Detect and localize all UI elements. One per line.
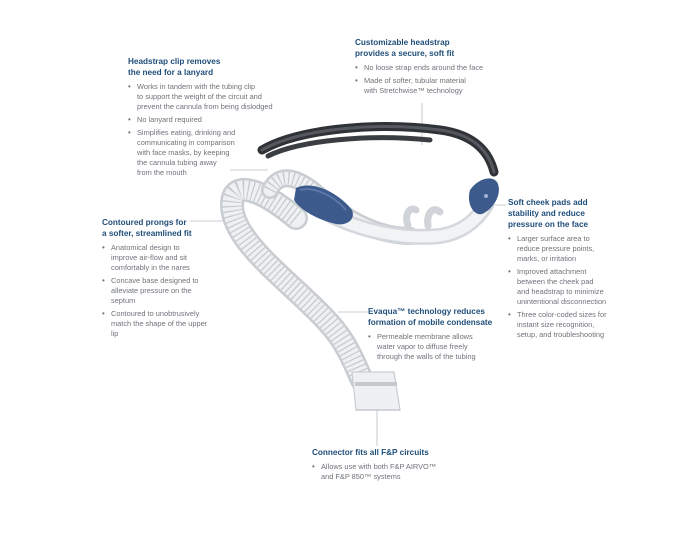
bullet-dot: • [128,115,131,124]
bullet-line: lip [111,329,119,338]
bullet-line: alleviate pressure on the [111,286,192,295]
bullet-line: Made of softer, tubular material [364,76,466,85]
heading-line: the need for a lanyard [128,68,214,77]
bullet-dot: • [368,332,371,341]
bullet-item [128,82,288,112]
bullet-item [355,76,525,96]
callout-heading [312,447,492,458]
bullet-line: water vapor to diffuse freely [377,342,468,351]
callout-headstrap-clip [128,56,288,181]
callout-prongs [102,217,237,342]
bullet-line: with face masks, by keeping [137,148,230,157]
bullet-line: Larger surface area to [517,234,590,243]
callout-heading [508,197,648,230]
heading-line: formation of mobile condensate [368,318,493,327]
callout-headstrap [355,37,525,99]
bullet-line: No loose strap ends around the face [364,63,484,72]
bullet-dot: • [355,76,358,85]
bullet-item [128,115,288,125]
bullet-line: Concave base designed to [111,276,199,285]
bullet-dot: • [508,234,511,243]
heading-line: Soft cheek pads add [508,198,588,207]
bullet-item [508,234,648,264]
bullet-dot: • [312,462,315,471]
bullet-item [368,332,538,362]
nasal-prong-right [428,210,440,226]
heading-line: Customizable headstrap [355,38,450,47]
bullet-line: marks, or irritation [517,254,577,263]
bullet-line: the cannula tubing away [137,158,217,167]
heading-line: Connector fits all F&P circuits [312,448,429,457]
bullet-line: match the shape of the upper [111,319,208,328]
bullet-line: with Stretchwise™ technology [364,86,463,95]
bullet-list [355,63,525,96]
heading-line: stability and reduce [508,209,585,218]
heading-line: Evaqua™ technology reduces [368,307,485,316]
heading-line: Contoured prongs for [102,218,187,227]
bullet-list [128,82,288,178]
callout-connector [312,447,492,485]
bullet-list [368,332,538,362]
bullet-line: septum [111,296,136,305]
bullet-line: from the mouth [137,168,187,177]
bullet-line: instant size recognition, [517,320,595,329]
callout-heading [102,217,237,239]
heading-line: pressure on the face [508,220,589,229]
bullet-line: and headstrap to minimize [517,287,604,296]
bullet-line: to support the weight of the circuit and [137,92,262,101]
bullet-item [102,276,237,306]
bullet-item [102,309,237,339]
bullet-line: unintentional disconnection [517,297,607,306]
bullet-line: improve air-flow and sit [111,253,187,262]
bullet-line: through the walls of the tubing [377,352,476,361]
bullet-dot: • [102,243,105,252]
headstrap-graphic [262,127,494,172]
callout-heading [128,56,288,78]
bullet-line: setup, and troubleshooting [517,330,605,339]
bullet-dot: • [128,128,131,137]
bullet-line: and F&P 850™ systems [321,472,401,481]
bullet-line: Anatomical design to [111,243,180,252]
bullet-dot: • [355,63,358,72]
bullet-line: Three color-coded sizes for [517,310,607,319]
bullet-line: Works in tandem with the tubing clip [137,82,256,91]
bullet-line: comfortably in the nares [111,263,190,272]
callout-heading [368,306,538,328]
bullet-list [102,243,237,339]
bullet-item [355,63,525,73]
bullet-item [128,128,288,178]
bullet-dot: • [102,276,105,285]
bullet-dot: • [128,82,131,91]
bullet-line: Permeable membrane allows [377,332,473,341]
bullet-line: communicating in comparison [137,138,235,147]
nasal-prong-left [407,209,416,226]
bullet-line: No lanyard required [137,115,202,124]
callout-evaqua [368,306,538,365]
callout-heading [355,37,525,59]
heading-line: provides a secure, soft fit [355,49,455,58]
bullet-item [312,462,492,482]
bullet-line: Allows use with both F&P AIRVO™ [321,462,437,471]
bullet-line: Contoured to unobtrusively [111,309,200,318]
bullet-line: prevent the cannula from being dislodged [137,102,273,111]
bullet-line: Improved attachment [517,267,587,276]
bullet-item [508,267,648,307]
bullet-line: reduce pressure points, [517,244,595,253]
heading-line: Headstrap clip removes [128,57,221,66]
bullet-list [312,462,492,482]
bullet-line: Simplifies eating, drinking and [137,128,236,137]
bullet-dot: • [508,267,511,276]
heading-line: a softer, streamlined fit [102,229,192,238]
bullet-dot: • [508,310,511,319]
bullet-line: between the cheek pad [517,277,594,286]
bullet-item [102,243,237,273]
bullet-dot: • [102,309,105,318]
connector-graphic [352,372,400,410]
